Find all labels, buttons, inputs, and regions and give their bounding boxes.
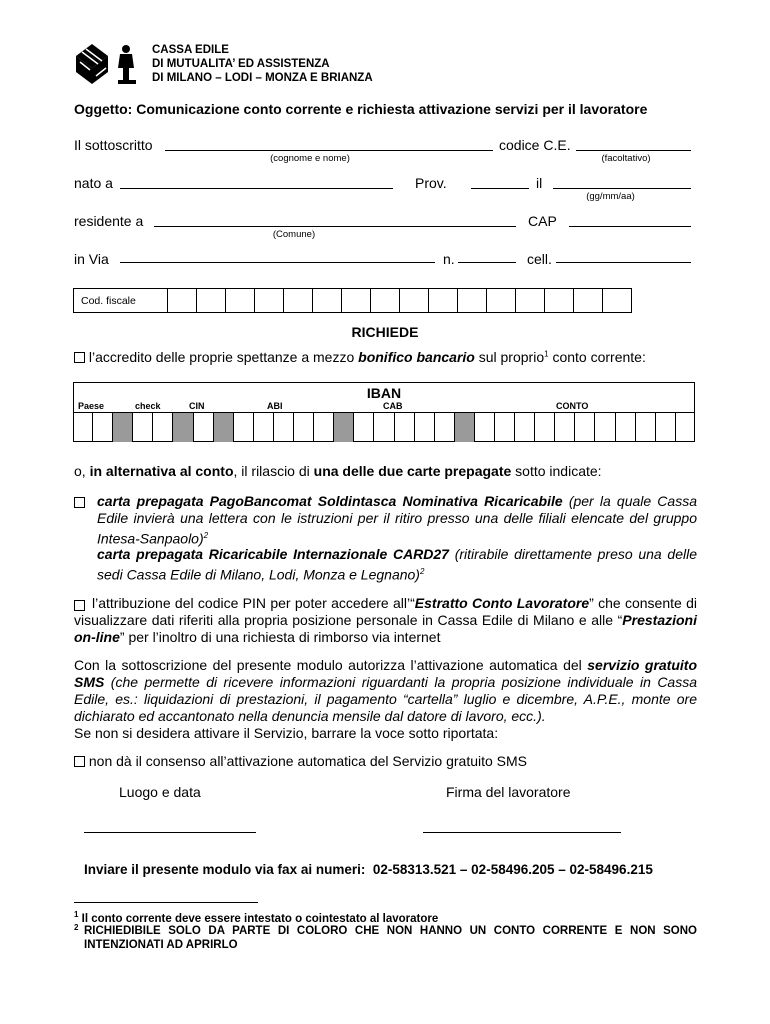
iban-cells [73,412,695,442]
iban-abi-label: ABI [267,401,283,411]
carta2-bold: carta prepagata Ricaricabile Internazionale CARD27 [97,546,449,562]
nato-label: nato a [74,175,113,191]
pin-text [74,595,697,646]
cell-label: cell. [527,251,552,267]
cf-cell[interactable] [197,289,226,313]
iban-cell[interactable] [575,412,595,442]
iban-cell[interactable] [475,412,495,442]
alternativa-text [74,463,602,479]
pin-checkbox-wrap [74,597,85,615]
cod-fiscale-label: Cod. fiscale [81,294,136,307]
iban-cell[interactable] [656,412,676,442]
cell-field[interactable] [556,262,691,263]
prov-field[interactable] [471,188,529,189]
iban-cell[interactable] [113,412,133,442]
cap-label: CAP [528,213,557,229]
consenso-text: non dà il consenso all’attivazione automatica del Servizio gratuito SMS [88,753,528,769]
accredito-option [74,349,646,365]
iban-conto-label: CONTO [556,401,589,411]
header-line-1: CASSA EDILE [152,44,229,56]
sms-c: (che permette di ricevere informazioni riguardanti la propria posizione individuale in Cassa Edile, es.: liquidazioni di prestazioni, il pagamento “cartella” luglio e dicembre, A.P.E., monte ore dichiarato ed accantonato nella denuncia mensile dal datore di lavoro, ecc.). [74,674,697,724]
alt-b: in alternativa al conto [89,463,234,479]
iban-cell[interactable] [455,412,475,442]
iban-cell[interactable] [515,412,535,442]
iban-cell[interactable] [636,412,656,442]
sottoscritto-label: Il sottoscritto [74,137,153,153]
via-field[interactable] [120,262,435,263]
iban-cell[interactable] [535,412,555,442]
carta1-text [97,493,697,548]
via-label: in Via [74,251,109,267]
carta1-sup: 2 [203,531,209,540]
alt-a: o, [74,463,90,479]
footnote-1-number: 1 [74,910,79,919]
iban-cin-label: CIN [189,401,205,411]
iban-cell[interactable] [555,412,575,442]
cf-cell[interactable] [516,289,545,313]
cf-cell[interactable] [400,289,429,313]
cf-cell[interactable] [284,289,313,313]
consenso-option [74,753,527,769]
accredito-mid: sul proprio [474,349,545,365]
iban-cell[interactable] [435,412,455,442]
cf-cell[interactable] [429,289,458,313]
prov-label: Prov. [415,175,447,191]
sms-a: Con la sottoscrizione del presente modulo autorizza l’attivazione automatica del [74,657,588,673]
cod-fiscale-grid [73,288,632,313]
richiede-heading: RICHIEDE [351,324,419,340]
iban-cell[interactable] [294,412,314,442]
iban-cell[interactable] [153,412,173,442]
cf-cell[interactable] [371,289,400,313]
cf-cell[interactable] [168,289,197,313]
logo [74,42,144,86]
iban-cell[interactable] [495,412,515,442]
pin-d: Prestazioni on-line [74,612,697,645]
pin-e: ” per l’inoltro di una richiesta di rimborso via internet [119,629,441,645]
iban-title: IBAN [366,385,402,401]
footnote-2-text: RICHIEDIBILE SOLO DA PARTE DI COLORO CHE NON HANNO UN CONTO CORRENTE E NON SONO INTENZIONATI AD APRIRLO [84,925,697,951]
footnote-2-number [74,921,78,939]
comune-caption: (Comune) [272,229,316,240]
header-line-3: DI MILANO – LODI – MONZA E BRIANZA [152,72,373,84]
iban-cell[interactable] [595,412,615,442]
date-field[interactable] [553,188,691,189]
n-field[interactable] [458,262,516,263]
alt-d: una delle due carte prepagate [313,463,512,479]
carta1-bold: carta prepagata PagoBancomat Soldintasca Nominativa Ricaricabile [97,493,563,509]
cf-cell[interactable] [574,289,603,313]
cf-cell[interactable] [487,289,516,313]
iban-cell[interactable] [93,412,113,442]
carta2-text [97,546,697,584]
cf-cell[interactable] [226,289,255,313]
luogo-field[interactable] [84,832,256,833]
iban-cell[interactable] [73,412,93,442]
date-caption: (gg/mm/aa) [586,191,635,202]
accredito-sup: 1 [544,349,549,359]
accredito-checkbox[interactable] [74,352,85,363]
cf-cell[interactable] [545,289,574,313]
accredito-bold: bonifico bancario [358,349,475,365]
carta1-desc: (per la quale Cassa Edile invierà una lettera con le istruzioni per il ritiro presso una delle filiali elencate del gruppo Intesa-Sanpaolo) [97,493,697,547]
cf-cell[interactable] [458,289,487,313]
luogo-label: Luogo e data [119,784,201,800]
iban-cell[interactable] [194,412,214,442]
iban-cell[interactable] [395,412,415,442]
iban-cell[interactable] [415,412,435,442]
firma-label: Firma del lavoratore [446,784,571,800]
iban-cell[interactable] [374,412,394,442]
nato-field[interactable] [120,188,393,189]
cf-cell[interactable] [342,289,371,313]
alt-c: , il rilascio di [233,463,314,479]
iban-cell[interactable] [133,412,153,442]
iban-cell[interactable] [354,412,374,442]
cognome-caption: (cognome e nome) [270,153,350,164]
residente-label: residente a [74,213,144,229]
il-label: il [536,175,543,191]
carta1-checkbox-wrap [74,494,85,512]
iban-paese-label: Paese [78,401,105,411]
accredito-post: conto corrente: [548,349,646,365]
sms-text [74,657,697,725]
fax-line: Inviare il presente modulo via fax ai numeri: 02-58313.521 – 02-58496.205 – 02-58496.215 [84,862,653,877]
pin-a: l’attribuzione del codice PIN per poter accedere all’“ [92,595,415,611]
iban-cell[interactable] [274,412,294,442]
residente-field[interactable] [154,226,516,227]
cap-field[interactable] [569,226,691,227]
pin-checkbox[interactable] [74,600,85,611]
cod-fiscale-label-cell [74,289,168,313]
footnote-separator [74,902,258,903]
iban-cell[interactable] [214,412,234,442]
sms-b: servizio gratuito SMS [74,657,697,690]
iban-check-label: check [135,401,161,411]
cf-cell[interactable] [255,289,284,313]
iban-cell[interactable] [334,412,354,442]
subject-line: Oggetto: Comunicazione conto corrente e richiesta attivazione servizi per il lavoratore [74,101,648,117]
carta2-sup: 2 [419,567,425,576]
iban-cell[interactable] [616,412,636,442]
sottoscritto-field[interactable] [165,150,493,151]
alt-e: sotto indicate: [511,463,602,479]
footnote-1-text: Il conto corrente deve essere intestato o cointestato al lavoratore [81,912,439,925]
codice-ce-label: codice C.E. [499,137,571,153]
iban-divider [73,412,695,413]
iban-cell[interactable] [254,412,274,442]
carta2-desc: (ritirabile direttamente preso una delle sedi Cassa Edile di Milano, Lodi, Monza e Legnano) [97,546,698,583]
iban-cell[interactable] [676,412,695,442]
iban-cell[interactable] [173,412,193,442]
iban-cell[interactable] [314,412,334,442]
pin-b: Estratto Conto Lavoratore [414,595,590,611]
header-line-2: DI MUTUALITA’ ED ASSISTENZA [152,58,330,70]
iban-cab-label: CAB [383,401,403,411]
iban-cell[interactable] [234,412,254,442]
logo-icon [74,42,144,86]
cf-cell[interactable] [313,289,342,313]
firma-field[interactable] [423,832,621,833]
cf-cell[interactable] [603,289,632,313]
consenso-checkbox[interactable] [74,756,85,767]
footnote-2-sup: 2 [74,923,79,932]
carta-checkbox[interactable] [74,497,85,508]
sms-instruction: Se non si desidera attivare il Servizio, barrare la voce sotto riportata: [74,725,499,741]
facoltativo-caption: (facoltativo) [601,153,651,164]
accredito-text: l’accredito delle proprie spettanze a mezzo [88,349,359,365]
codice-ce-field[interactable] [576,150,691,151]
n-label: n. [443,251,455,267]
pin-c: ” che consente di visualizzare dati riferiti alla propria posizione personale in Cassa Edile di Milano e alle “ [74,595,697,628]
